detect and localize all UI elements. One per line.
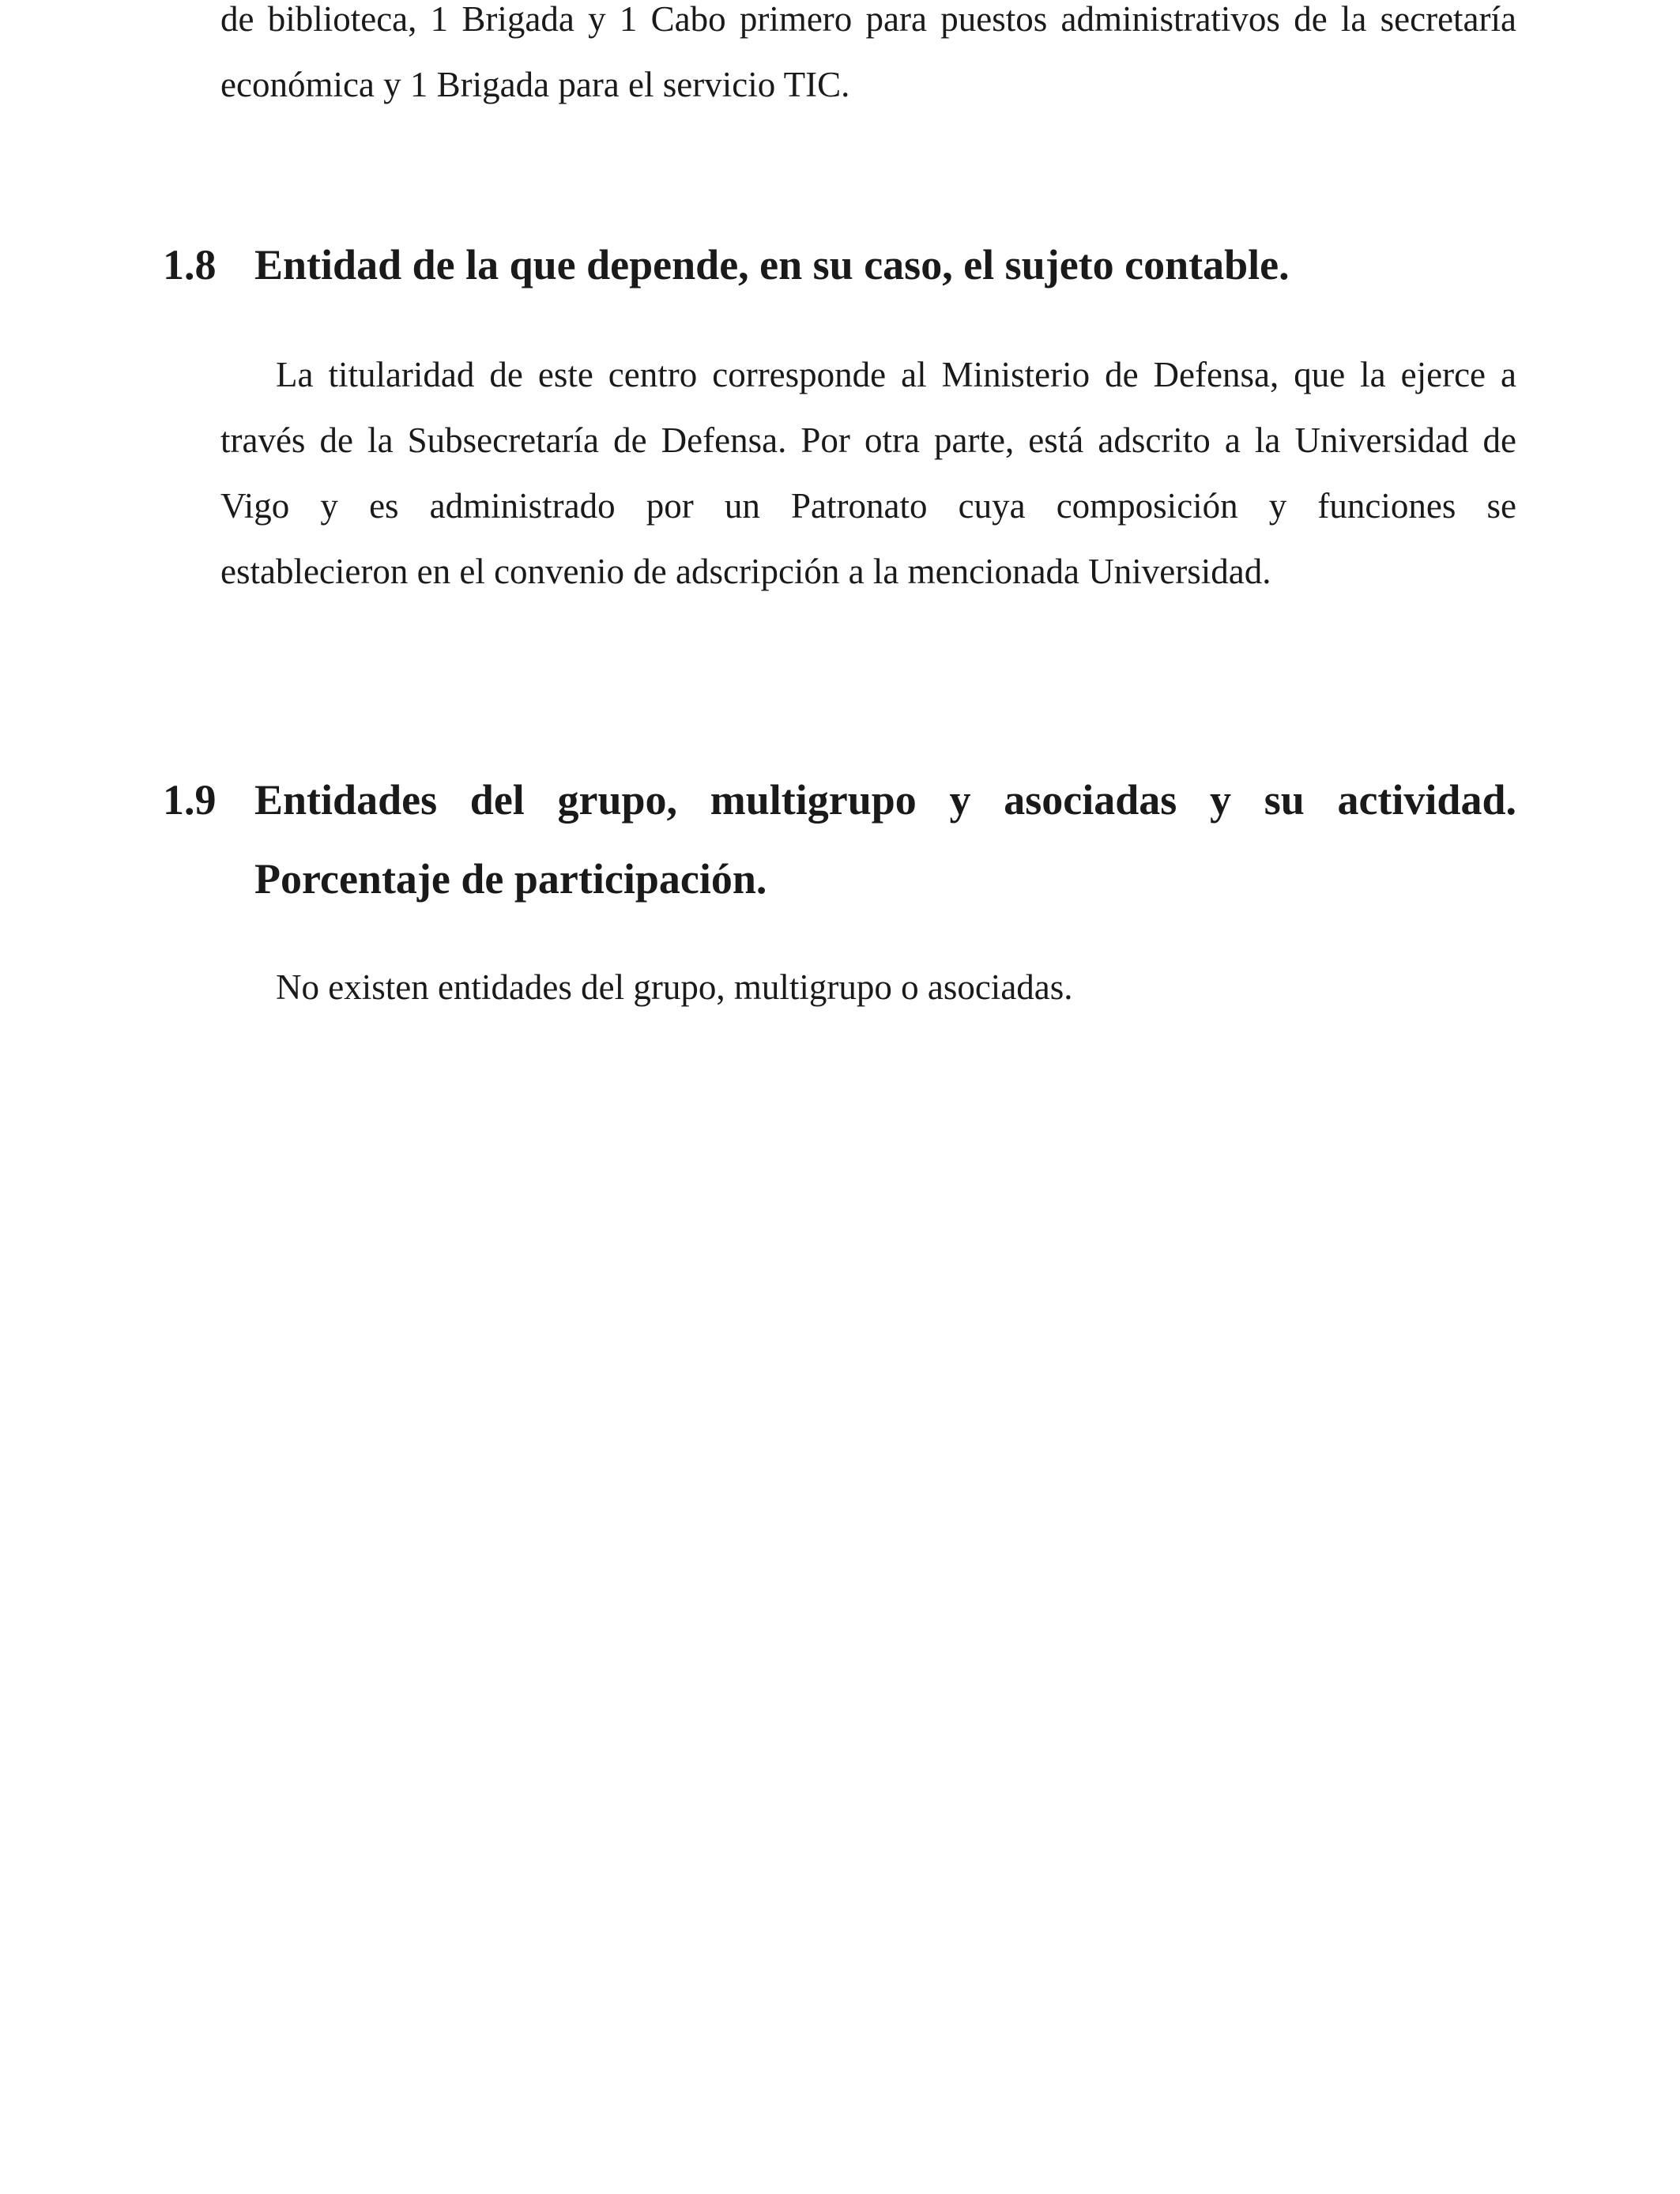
paragraph-line-2: través de la Subsecretaría de Defensa. Por otra parte, está adscrito a la Universidad de [220,420,1516,460]
section-1-9-paragraph [220,955,1516,1020]
section-heading-1-8 [163,225,1516,304]
intro-line-2: económica y 1 Brigada para el servicio TIC. [220,65,850,104]
section-number: 1.9 [163,776,217,824]
section-1-8-paragraph [220,342,1516,605]
paragraph-line-4: establecieron en el convenio de adscripción a la mencionada Universidad. [220,552,1271,591]
paragraph-line-1: La titularidad de este centro corresponde al Ministerio de Defensa, que la ejerce a [276,355,1516,394]
intro-paragraph [220,0,1516,118]
section-title: Entidades del grupo, multigrupo y asociadas y su actividad. Porcentaje de participación. [254,776,1516,903]
section-title: Entidad de la que depende, en su caso, el sujeto contable. [254,241,1290,288]
section-heading-1-9 [163,760,1516,918]
paragraph-line-1: No existen entidades del grupo, multigrupo o asociadas. [276,967,1073,1007]
section-number: 1.8 [163,241,217,288]
paragraph-line-3: Vigo y es administrado por un Patronato cuya composición y funciones se [220,486,1516,526]
intro-line-1: de biblioteca, 1 Brigada y 1 Cabo primero para puestos administrativos de la secretaría [220,0,1516,39]
